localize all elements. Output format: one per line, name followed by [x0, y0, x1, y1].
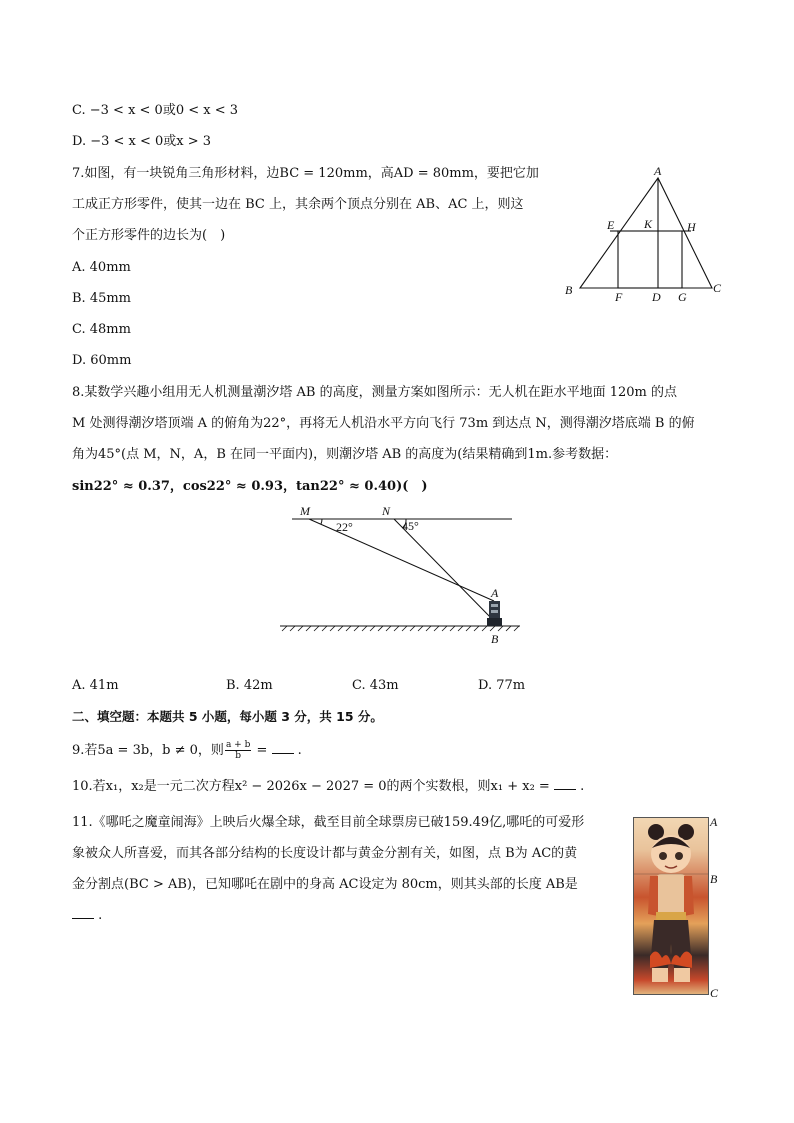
q7-option-c: C. 48mm	[72, 322, 131, 337]
q8-option-c: C. 43m	[352, 678, 399, 693]
q9-fraction-denominator: b	[235, 751, 242, 761]
q11-stem-line2: 象被众人所喜爱，而其各部分结构的长度设计都与黄金分割有关，如图，点 B为 AC的黄	[72, 846, 578, 861]
label-a: A	[710, 815, 718, 829]
q9-suffix: =	[252, 743, 272, 758]
q11-answer-blank[interactable]	[72, 906, 94, 919]
q10-answer-blank[interactable]	[554, 777, 576, 790]
sightline-n-b	[394, 519, 495, 622]
label-c: C	[710, 986, 719, 1000]
q8-drone-figure	[270, 500, 530, 648]
label-a: A	[491, 586, 499, 600]
q8-option-a: A. 41m	[72, 678, 119, 693]
q7-stem-line3: 个正方形零件的边长为( )	[72, 228, 226, 243]
label-n: N	[382, 504, 391, 518]
q11-figure-labels	[706, 812, 732, 1008]
label-b: B	[710, 872, 718, 886]
q8-stem-line4: sin22° ≈ 0.37，cos22° ≈ 0.93，tan22° ≈ 0.40)( )	[72, 479, 428, 494]
label-d: D	[652, 290, 661, 304]
q6-option-d: D. −3 < x < 0或x > 3	[72, 134, 212, 149]
q8-stem-line1: 8.某数学兴趣小组用无人机测量潮汐塔 AB 的高度，测量方案如图所示：无人机在距水平地面 120m 的点	[72, 385, 678, 400]
q7-option-a: A. 40mm	[72, 260, 131, 275]
label-c: C	[713, 281, 722, 295]
q9-prefix: 9.若5a = 3b，b ≠ 0，则	[72, 743, 224, 758]
section-heading: 二、填空题：本题共 5 小题，每小题 3 分，共 15 分。	[72, 709, 383, 724]
label-b: B	[565, 283, 573, 297]
q7-option-d: D. 60mm	[72, 353, 132, 368]
angle-22-arc	[321, 519, 322, 524]
q6-option-c: C. −3 < x < 0或0 < x < 3	[72, 103, 239, 118]
label-angle-22: 22°	[336, 520, 353, 534]
tower-icon	[487, 601, 502, 626]
q11-stem-line3: 金分割点(BC > AB)，已知哪吒在剧中的身高 AC设定为 80cm，则其头部的长度 AB是	[72, 877, 578, 892]
label-g: G	[678, 290, 687, 304]
q7-stem-line2: 工成正方形零件，使其一边在 BC 上，其余两个顶点分别在 AB、AC 上，则这	[72, 197, 524, 212]
label-b: B	[491, 632, 499, 646]
q9-fraction-numerator: a + b	[225, 740, 251, 750]
label-angle-45: 45°	[402, 519, 419, 533]
q10-text: 10.若x₁，x₂是一元二次方程x² − 2026x − 2027 = 0的两个实数根，则x₁ + x₂ =	[72, 779, 554, 794]
q8-stem-line3: 角为45°(点 M，N，A，B 在同一平面内)，则潮汐塔 AB 的高度为(结果精确到1m.参考数据：	[72, 447, 618, 462]
label-m: M	[300, 504, 310, 518]
label-f: F	[615, 290, 623, 304]
q11-stem-line1: 11.《哪吒之魔童闹海》上映后火爆全球，截至目前全球票房已破159.49亿,哪吒的可爱形	[72, 815, 585, 830]
q8-stem-line2: M 处测得潮汐塔顶端 A 的俯角为22°，再将无人机沿水平方向飞行 73m 到达点 N，测得潮汐塔底端 B 的俯	[72, 416, 695, 431]
label-h: H	[687, 220, 696, 234]
square-efgh	[618, 231, 682, 288]
q7-option-b: B. 45mm	[72, 291, 132, 306]
label-e: E	[607, 218, 615, 232]
q9-answer-blank[interactable]	[272, 741, 294, 754]
q10-end: .	[575, 779, 585, 794]
nezha-illustration	[634, 818, 708, 994]
q10-stem	[72, 777, 584, 797]
q11-end: .	[94, 908, 103, 923]
label-k: K	[644, 217, 653, 231]
nezha-character-image	[633, 817, 709, 995]
label-a: A	[654, 164, 662, 178]
q9-stem	[72, 740, 302, 761]
q9-fraction	[225, 740, 251, 761]
q8-option-b: B. 42m	[226, 678, 273, 693]
q7-triangle-figure	[555, 160, 730, 310]
ground-hatching	[282, 626, 519, 631]
q9-end: .	[293, 743, 302, 758]
q8-option-d: D. 77m	[478, 678, 526, 693]
q11-stem-line4	[72, 906, 102, 926]
q7-stem-line1: 7.如图，有一块锐角三角形材料，边BC = 120mm，高AD = 80mm，要把它加	[72, 166, 539, 181]
